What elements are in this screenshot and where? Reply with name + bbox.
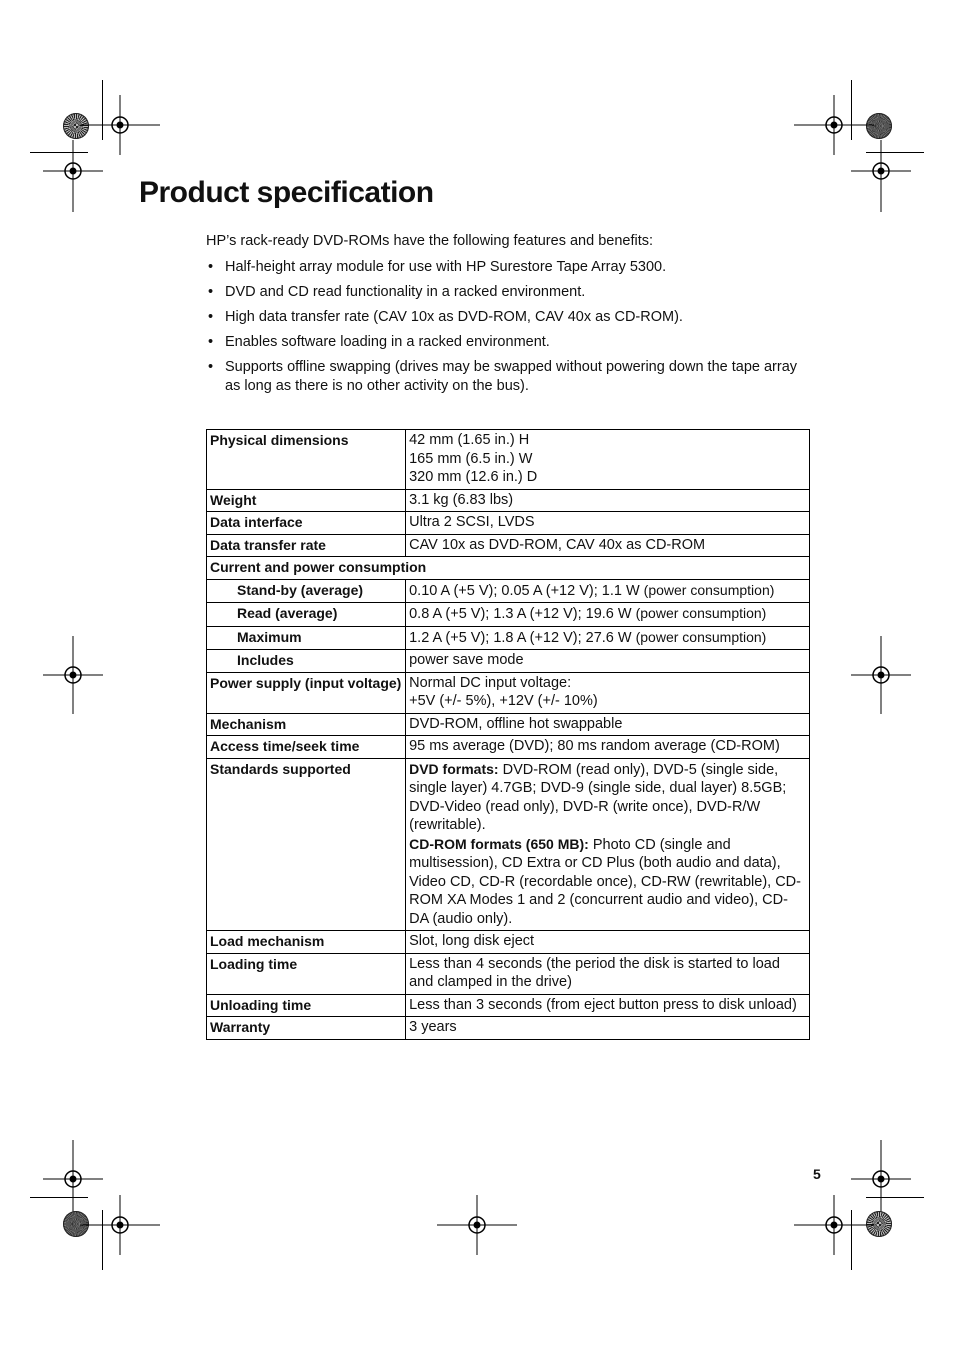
row-value — [406, 603, 810, 627]
list-item: • Supports offline swapping (drives may be swapped without powering down the tape array as long as there is no other activity on the bus). — [206, 358, 816, 396]
row-label: Mechanism — [207, 713, 406, 736]
value-text: 0.10 A (+5 V); 0.05 A (+12 V); 1.1 W — [409, 582, 640, 599]
list-item: • Enables software loading in a racked environment. — [206, 333, 816, 352]
row-label: Read (average) — [207, 603, 406, 627]
row-value — [406, 758, 810, 931]
feature-list — [206, 258, 816, 402]
page-number: 5 — [813, 1166, 821, 1182]
row-label: Physical dimensions — [207, 430, 406, 490]
table-row — [207, 931, 810, 954]
row-value — [406, 579, 810, 603]
row-value — [406, 430, 810, 490]
table-row — [207, 603, 810, 627]
crosshair-icon — [794, 1195, 874, 1255]
value-line: Normal DC input voltage: — [409, 674, 572, 691]
value-note: (power consumption) — [635, 628, 767, 645]
cdrom-formats-heading: CD-ROM formats (650 MB): — [409, 835, 589, 852]
row-label: Includes — [207, 650, 406, 673]
row-value: Ultra 2 SCSI, LVDS — [406, 512, 810, 535]
dimension-depth: 320 mm (12.6 in.) D — [409, 469, 538, 485]
crosshair-icon — [437, 1195, 517, 1255]
table-row — [207, 736, 810, 759]
list-item: • High data transfer rate (CAV 10x as DVD-ROM, CAV 40x as CD-ROM). — [206, 308, 816, 327]
table-row — [207, 713, 810, 736]
crosshair-icon — [80, 1195, 160, 1255]
dimension-height: 42 mm (1.65 in.) H — [409, 432, 530, 448]
row-value: 3.1 kg (6.83 lbs) — [406, 489, 810, 512]
table-row — [207, 650, 810, 673]
list-item: • Half-height array module for use with HP Surestore Tape Array 5300. — [206, 258, 816, 277]
row-value: 95 ms average (DVD); 80 ms random average (CD-ROM) — [406, 736, 810, 759]
row-label: Load mechanism — [207, 931, 406, 954]
row-label: Unloading time — [207, 994, 406, 1017]
table-row — [207, 579, 810, 603]
row-value: CAV 10x as DVD-ROM, CAV 40x as CD-ROM — [406, 534, 810, 557]
row-value: DVD-ROM, offline hot swappable — [406, 713, 810, 736]
table-row — [207, 953, 810, 994]
list-item: • DVD and CD read functionality in a racked environment. — [206, 283, 816, 302]
table-row — [207, 672, 810, 713]
table-row — [207, 430, 810, 490]
row-label: Loading time — [207, 953, 406, 994]
table-row — [207, 626, 810, 650]
crosshair-icon — [851, 636, 911, 714]
table-row — [207, 994, 810, 1017]
row-value: Less than 4 seconds (the period the disk is started to load and clamped in the drive) — [406, 953, 810, 994]
row-label: Standards supported — [207, 758, 406, 931]
value-text: 1.2 A (+5 V); 1.8 A (+12 V); 27.6 W — [409, 629, 632, 646]
spec-table — [206, 429, 810, 1040]
intro-paragraph: HP’s rack-ready DVD-ROMs have the following features and benefits: — [206, 233, 654, 249]
row-label: Stand-by (average) — [207, 579, 406, 603]
table-row — [207, 512, 810, 535]
row-label: Access time/seek time — [207, 736, 406, 759]
dvd-formats-heading: DVD formats: — [409, 760, 499, 777]
crosshair-icon — [43, 140, 103, 212]
crop-line — [866, 1197, 924, 1198]
section-heading: Current and power consumption — [207, 557, 810, 580]
row-value: Slot, long disk eject — [406, 931, 810, 954]
crosshair-icon — [851, 140, 911, 212]
table-row — [207, 1017, 810, 1040]
row-label: Weight — [207, 489, 406, 512]
row-label: Data interface — [207, 512, 406, 535]
value-text: 0.8 A (+5 V); 1.3 A (+12 V); 19.6 W — [409, 606, 632, 622]
row-label: Power supply (input voltage) — [207, 672, 406, 713]
row-value: 3 years — [406, 1017, 810, 1040]
dimension-width: 165 mm (6.5 in.) W — [409, 450, 533, 467]
table-row — [207, 489, 810, 512]
row-label: Warranty — [207, 1017, 406, 1040]
row-value — [406, 626, 810, 650]
row-label: Maximum — [207, 626, 406, 650]
row-label: Data transfer rate — [207, 534, 406, 557]
page-title: Product specification — [139, 176, 434, 209]
row-value — [406, 672, 810, 713]
crosshair-icon — [43, 636, 103, 714]
value-note: (power consumption) — [635, 605, 767, 621]
table-row — [207, 557, 810, 580]
row-value: Less than 3 seconds (from eject button press to disk unload) — [406, 994, 810, 1017]
table-row — [207, 534, 810, 557]
value-note: (power consumption) — [643, 581, 775, 598]
row-value: power save mode — [406, 650, 810, 673]
table-row — [207, 758, 810, 931]
value-line: +5V (+/- 5%), +12V (+/- 10%) — [409, 693, 598, 709]
cdrom-formats-text: Photo CD (single and multisession), CD Extra or CD Plus (both audio and data), Video CD, CD-R (recordable once), CD-RW (rewritable), CD-ROM XA Modes 1 and 2 (concurrent audio and video), CD-DA (audio only). — [409, 836, 801, 927]
dvd-formats-text: DVD-ROM (read only), DVD-5 (single side, single layer) 4.7GB; DVD-9 (single side, dual layer) 8.5GB; DVD-Video (read only), DVD-R (write once), DVD-R/W (rewritable). — [409, 761, 787, 833]
